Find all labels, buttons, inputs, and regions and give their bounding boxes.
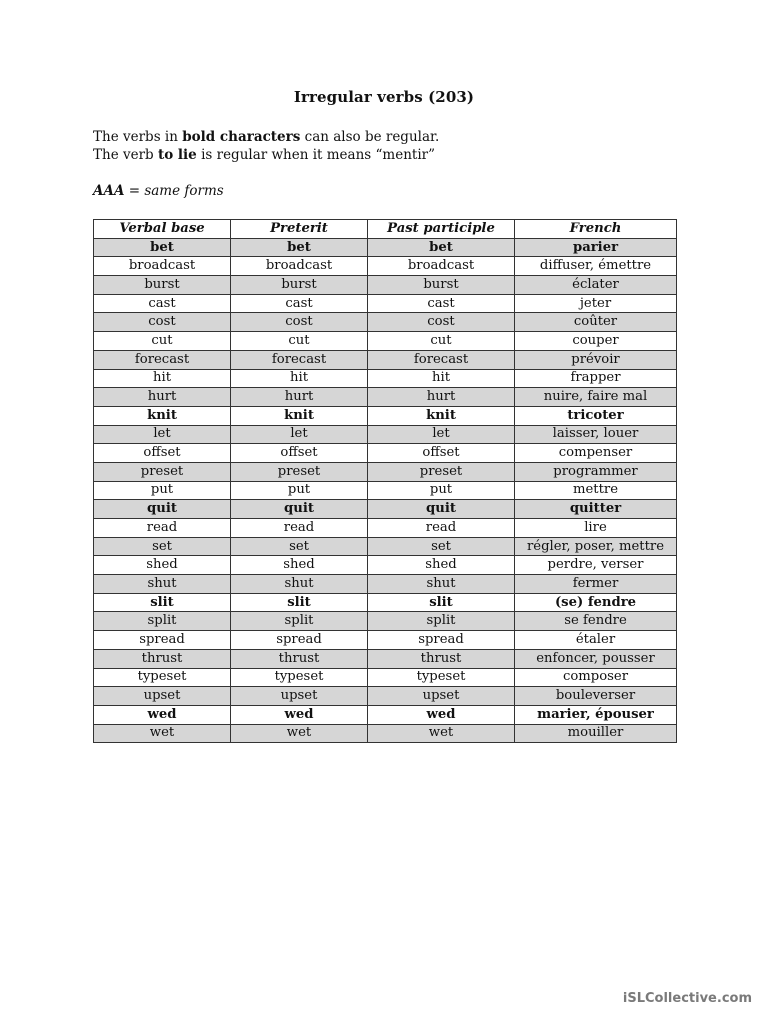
cell-past-participle: split (368, 612, 515, 631)
cell-past-participle: read (368, 519, 515, 538)
cell-preterit: burst (231, 276, 368, 295)
page-title: Irregular verbs (203) (293, 88, 475, 106)
cell-past-participle: cast (368, 294, 515, 313)
table-row (94, 537, 677, 556)
cell-preterit: cost (231, 313, 368, 332)
cell-preterit: upset (231, 687, 368, 706)
table-row (94, 350, 677, 369)
cell-past-participle: let (368, 425, 515, 444)
cell-preterit: quit (231, 500, 368, 519)
table-row (94, 593, 677, 612)
cell-french: bouleverser (515, 687, 677, 706)
cell-verbal-base: shed (94, 556, 231, 575)
table-row (94, 462, 677, 481)
cell-preterit: cut (231, 332, 368, 351)
cell-past-participle: preset (368, 462, 515, 481)
cell-past-participle: knit (368, 406, 515, 425)
cell-verbal-base: bet (94, 238, 231, 257)
intro-line-1-bold: bold characters (182, 129, 301, 145)
legend-note (93, 183, 224, 199)
table-row (94, 313, 677, 332)
cell-french: perdre, verser (515, 556, 677, 575)
cell-french: mettre (515, 481, 677, 500)
cell-past-participle: forecast (368, 350, 515, 369)
cell-past-participle: hit (368, 369, 515, 388)
intro-line-2 (93, 146, 439, 164)
cell-preterit: forecast (231, 350, 368, 369)
header-french: French (515, 220, 677, 239)
cell-preterit: preset (231, 462, 368, 481)
table-row (94, 556, 677, 575)
cell-verbal-base: typeset (94, 668, 231, 687)
intro-line-2-bold: to lie (157, 147, 197, 163)
cell-french: frapper (515, 369, 677, 388)
cell-preterit: cast (231, 294, 368, 313)
cell-french: étaler (515, 631, 677, 650)
cell-french: parier (515, 238, 677, 257)
cell-verbal-base: slit (94, 593, 231, 612)
table-row (94, 276, 677, 295)
cell-french: mouiller (515, 724, 677, 743)
table-row (94, 575, 677, 594)
legend-note-rest: = same forms (124, 183, 224, 199)
cell-verbal-base: offset (94, 444, 231, 463)
cell-preterit: read (231, 519, 368, 538)
cell-past-participle: cost (368, 313, 515, 332)
legend-note-bold: AAA (93, 183, 125, 199)
intro-line-2-pre: The verb (93, 147, 158, 163)
cell-preterit: let (231, 425, 368, 444)
cell-preterit: spread (231, 631, 368, 650)
cell-french: compenser (515, 444, 677, 463)
cell-past-participle: burst (368, 276, 515, 295)
table-row (94, 687, 677, 706)
cell-verbal-base: quit (94, 500, 231, 519)
table-row (94, 388, 677, 407)
cell-french: programmer (515, 462, 677, 481)
cell-french: laisser, louer (515, 425, 677, 444)
cell-verbal-base: burst (94, 276, 231, 295)
table-row (94, 705, 677, 724)
cell-french: fermer (515, 575, 677, 594)
table-body (94, 238, 677, 743)
cell-past-participle: quit (368, 500, 515, 519)
table-row (94, 238, 677, 257)
intro-line-1 (93, 128, 439, 146)
cell-past-participle: wed (368, 705, 515, 724)
cell-french: (se) fendre (515, 593, 677, 612)
cell-past-participle: thrust (368, 649, 515, 668)
cell-past-participle: shed (368, 556, 515, 575)
cell-verbal-base: wed (94, 705, 231, 724)
cell-past-participle: wet (368, 724, 515, 743)
cell-preterit: put (231, 481, 368, 500)
cell-preterit: typeset (231, 668, 368, 687)
cell-verbal-base: broadcast (94, 257, 231, 276)
cell-preterit: hurt (231, 388, 368, 407)
cell-past-participle: hurt (368, 388, 515, 407)
cell-french: quitter (515, 500, 677, 519)
cell-preterit: offset (231, 444, 368, 463)
verbs-table (93, 219, 677, 743)
cell-verbal-base: knit (94, 406, 231, 425)
table-row (94, 369, 677, 388)
cell-past-participle: upset (368, 687, 515, 706)
cell-french: marier, épouser (515, 705, 677, 724)
cell-preterit: wet (231, 724, 368, 743)
cell-preterit: thrust (231, 649, 368, 668)
cell-verbal-base: set (94, 537, 231, 556)
cell-verbal-base: spread (94, 631, 231, 650)
cell-verbal-base: put (94, 481, 231, 500)
cell-french: couper (515, 332, 677, 351)
cell-french: coûter (515, 313, 677, 332)
cell-preterit: knit (231, 406, 368, 425)
table-row (94, 294, 677, 313)
intro-text (93, 128, 439, 164)
cell-past-participle: offset (368, 444, 515, 463)
cell-verbal-base: hurt (94, 388, 231, 407)
cell-past-participle: spread (368, 631, 515, 650)
cell-verbal-base: thrust (94, 649, 231, 668)
header-preterit: Preterit (231, 220, 368, 239)
cell-french: composer (515, 668, 677, 687)
table-row (94, 406, 677, 425)
watermark-logo: iSLCollective.com (622, 991, 752, 1006)
cell-past-participle: put (368, 481, 515, 500)
cell-french: prévoir (515, 350, 677, 369)
table-row (94, 425, 677, 444)
cell-verbal-base: let (94, 425, 231, 444)
cell-preterit: hit (231, 369, 368, 388)
cell-past-participle: bet (368, 238, 515, 257)
cell-past-participle: shut (368, 575, 515, 594)
table-row (94, 668, 677, 687)
header-verbal-base: Verbal base (94, 220, 231, 239)
cell-past-participle: broadcast (368, 257, 515, 276)
intro-line-1-post: can also be regular. (300, 129, 440, 145)
table-row (94, 649, 677, 668)
cell-french: enfoncer, pousser (515, 649, 677, 668)
cell-verbal-base: hit (94, 369, 231, 388)
cell-verbal-base: split (94, 612, 231, 631)
cell-verbal-base: forecast (94, 350, 231, 369)
cell-preterit: wed (231, 705, 368, 724)
cell-preterit: shut (231, 575, 368, 594)
table-row (94, 631, 677, 650)
table-header-row (94, 220, 677, 239)
cell-past-participle: slit (368, 593, 515, 612)
cell-verbal-base: cast (94, 294, 231, 313)
cell-preterit: shed (231, 556, 368, 575)
table-row (94, 612, 677, 631)
cell-past-participle: cut (368, 332, 515, 351)
cell-french: lire (515, 519, 677, 538)
cell-french: nuire, faire mal (515, 388, 677, 407)
cell-verbal-base: cost (94, 313, 231, 332)
table-row (94, 257, 677, 276)
header-past-participle: Past participle (368, 220, 515, 239)
cell-preterit: slit (231, 593, 368, 612)
table-row (94, 444, 677, 463)
cell-verbal-base: wet (94, 724, 231, 743)
intro-line-2-post: is regular when it means “mentir” (196, 147, 435, 163)
cell-past-participle: set (368, 537, 515, 556)
cell-french: jeter (515, 294, 677, 313)
cell-verbal-base: shut (94, 575, 231, 594)
table-row (94, 500, 677, 519)
table-row (94, 724, 677, 743)
cell-french: éclater (515, 276, 677, 295)
cell-preterit: split (231, 612, 368, 631)
cell-verbal-base: read (94, 519, 231, 538)
table-row (94, 332, 677, 351)
cell-verbal-base: upset (94, 687, 231, 706)
cell-french: diffuser, émettre (515, 257, 677, 276)
table-row (94, 481, 677, 500)
cell-verbal-base: preset (94, 462, 231, 481)
cell-verbal-base: cut (94, 332, 231, 351)
cell-french: se fendre (515, 612, 677, 631)
cell-preterit: bet (231, 238, 368, 257)
intro-line-1-pre: The verbs in (93, 129, 183, 145)
cell-french: tricoter (515, 406, 677, 425)
table-row (94, 519, 677, 538)
cell-preterit: set (231, 537, 368, 556)
cell-past-participle: typeset (368, 668, 515, 687)
cell-preterit: broadcast (231, 257, 368, 276)
cell-french: régler, poser, mettre (515, 537, 677, 556)
